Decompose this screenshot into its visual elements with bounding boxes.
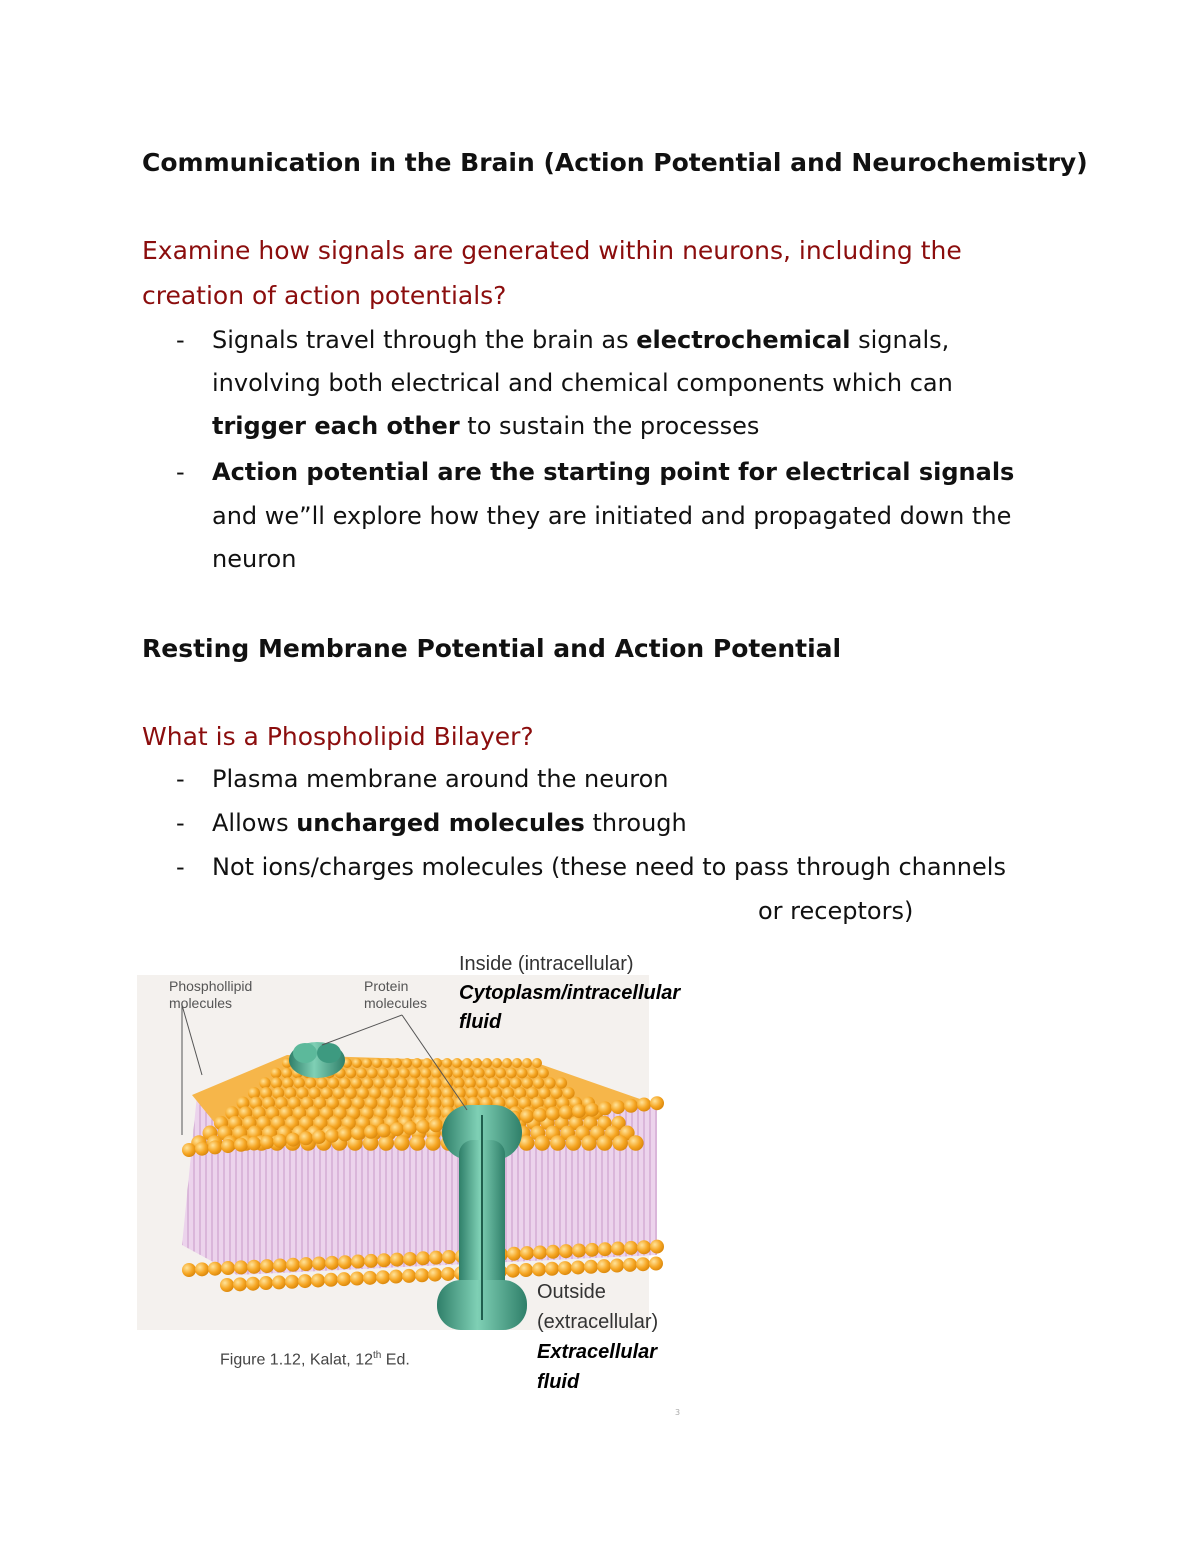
phospholipid-head bbox=[351, 1126, 365, 1140]
phospholipid-head bbox=[351, 1077, 362, 1088]
phospholipid-head bbox=[628, 1135, 644, 1151]
bullet-continuation: and we”ll explore how they are initiated and propagated down the bbox=[212, 502, 1012, 530]
phospholipid-head bbox=[422, 1058, 432, 1068]
phospholipid-head bbox=[221, 1261, 235, 1275]
phospholipid-head bbox=[612, 1135, 628, 1151]
phospholipid-head bbox=[325, 1256, 339, 1270]
phospholipid-head bbox=[312, 1257, 326, 1271]
bullet-continuation: involving both electrical and chemical components which can bbox=[212, 369, 953, 397]
phospholipid-head bbox=[396, 1077, 407, 1088]
phospholipid-head bbox=[356, 1068, 367, 1079]
outside-text: (extracellular) bbox=[537, 1311, 659, 1333]
bullet-dash: - bbox=[176, 326, 185, 354]
phospholipid-head bbox=[558, 1261, 572, 1275]
bullet-text: Allows bbox=[212, 809, 297, 837]
section-heading: Resting Membrane Potential and Action Potential bbox=[142, 634, 842, 663]
question-1-line-2: creation of action potentials? bbox=[142, 281, 507, 310]
phospholipid-head bbox=[581, 1135, 597, 1151]
phospholipid-head bbox=[546, 1245, 560, 1259]
question-1-line-1: Examine how signals are generated within neurons, including the bbox=[142, 236, 962, 265]
phospholipid-head bbox=[377, 1124, 391, 1138]
bold-term: Action potential are the starting point for electrical signals bbox=[212, 458, 1015, 486]
bullet-dash: - bbox=[176, 809, 185, 837]
phospholipid-head bbox=[234, 1138, 248, 1152]
phospholipid-head bbox=[410, 1135, 426, 1151]
phospholipid-head bbox=[611, 1242, 625, 1256]
phospholipid-head bbox=[610, 1259, 624, 1273]
phospholipid-head bbox=[338, 1127, 352, 1141]
phospholipid-head bbox=[392, 1058, 402, 1068]
label-inside bbox=[459, 950, 680, 1037]
phospholipid-head bbox=[247, 1260, 261, 1274]
phospholipid-head bbox=[442, 1058, 452, 1068]
bullet-text: through bbox=[584, 809, 687, 837]
phospholipid-head bbox=[281, 1068, 292, 1079]
phospholipid-head bbox=[260, 1259, 274, 1273]
inside-bold: Cytoplasm/intracellular bbox=[459, 982, 681, 1004]
bullet-dash: - bbox=[176, 765, 185, 793]
phospholipid-head bbox=[429, 1118, 443, 1132]
phospholipid-head bbox=[431, 1068, 442, 1079]
label-phospholipid bbox=[169, 978, 252, 1012]
bullet-dash: - bbox=[176, 853, 185, 881]
phospholipid-head bbox=[416, 1120, 430, 1134]
phospholipid-head bbox=[408, 1077, 419, 1088]
phospholipid-head bbox=[350, 1272, 364, 1286]
phospholipid-head bbox=[367, 1068, 378, 1079]
phospholipid-head bbox=[495, 1068, 506, 1079]
phospholipid-head bbox=[598, 1242, 612, 1256]
phospholipid-head bbox=[352, 1058, 362, 1068]
phospholipid-head bbox=[337, 1272, 351, 1286]
label-line: Protein bbox=[364, 978, 409, 994]
phospholipid-head bbox=[390, 1253, 404, 1267]
phospholipid-head bbox=[546, 1107, 560, 1121]
phospholipid-head bbox=[520, 1109, 534, 1123]
phospholipid-head bbox=[282, 1077, 293, 1088]
phospholipid-head bbox=[425, 1135, 441, 1151]
phospholipid-head bbox=[286, 1133, 300, 1147]
phospholipid-head bbox=[482, 1058, 492, 1068]
phospholipid-head bbox=[294, 1077, 305, 1088]
phospholipid-head bbox=[453, 1068, 464, 1079]
surface-protein bbox=[289, 1042, 345, 1078]
page-number: 3 bbox=[675, 1408, 681, 1417]
phospholipid-head bbox=[299, 1257, 313, 1271]
phospholipid-head bbox=[195, 1262, 209, 1276]
inside-text: Inside (intracellular) bbox=[459, 953, 634, 975]
phospholipid-head bbox=[624, 1241, 638, 1255]
bullet-plasma-membrane: Plasma membrane around the neuron bbox=[212, 765, 669, 793]
phospholipid-head bbox=[311, 1273, 325, 1287]
page-title: Communication in the Brain (Action Potential and Neurochemistry) bbox=[142, 148, 1088, 177]
phospholipid-head bbox=[637, 1098, 651, 1112]
phospholipid-head bbox=[527, 1068, 538, 1079]
label-line: molecules bbox=[169, 995, 233, 1011]
phospholipid-head bbox=[351, 1255, 365, 1269]
phospholipid-head bbox=[559, 1105, 573, 1119]
phospholipid-head bbox=[522, 1077, 533, 1088]
bold-term: trigger each other bbox=[212, 412, 460, 440]
phospholipid-head bbox=[474, 1068, 485, 1079]
phospholipid-head bbox=[441, 1267, 455, 1281]
phospholipid-head bbox=[419, 1077, 430, 1088]
phospholipid-head bbox=[372, 1058, 382, 1068]
phospholipid-head bbox=[429, 1251, 443, 1265]
phospholipid-head bbox=[550, 1135, 566, 1151]
bullet-uncharged bbox=[212, 809, 687, 837]
phospholipid-head bbox=[378, 1068, 389, 1079]
phospholipid-head bbox=[506, 1068, 517, 1079]
phospholipid-head bbox=[463, 1068, 474, 1079]
phospholipid-head bbox=[402, 1058, 412, 1068]
phospholipid-head bbox=[442, 1068, 453, 1079]
phospholipid-head bbox=[362, 1077, 373, 1088]
phospholipid-head bbox=[572, 1104, 586, 1118]
outside-text: Outside bbox=[537, 1281, 606, 1303]
phospholipid-head bbox=[377, 1253, 391, 1267]
phospholipid-head bbox=[545, 1262, 559, 1276]
phospholipid-head bbox=[362, 1058, 372, 1068]
outside-bold: Extracellular bbox=[537, 1341, 658, 1363]
phospholipid-head bbox=[519, 1263, 533, 1277]
bullet-continuation: neuron bbox=[212, 545, 297, 573]
phospholipid-head bbox=[182, 1263, 196, 1277]
question-2: What is a Phospholipid Bilayer? bbox=[142, 722, 534, 751]
phospholipid-head bbox=[636, 1257, 650, 1271]
phospholipid-head bbox=[399, 1068, 410, 1079]
phospholipid-head bbox=[538, 1068, 549, 1079]
phospholipid-head bbox=[465, 1077, 476, 1088]
phospholipid-head bbox=[412, 1058, 422, 1068]
phospholipid-head bbox=[271, 1068, 282, 1079]
phospholipid-head bbox=[650, 1096, 664, 1110]
phospholipid-head bbox=[420, 1068, 431, 1079]
phospholipid-head bbox=[364, 1254, 378, 1268]
phospholipid-head bbox=[299, 1131, 313, 1145]
phospholipid-head bbox=[415, 1268, 429, 1282]
phospholipid-head bbox=[492, 1058, 502, 1068]
bold-term: electrochemical bbox=[636, 326, 851, 354]
phospholipid-head bbox=[584, 1260, 598, 1274]
phospholipid-head bbox=[273, 1258, 287, 1272]
phospholipid-head bbox=[298, 1274, 312, 1288]
phospholipid-head bbox=[585, 1243, 599, 1257]
phospholipid-head bbox=[388, 1068, 399, 1079]
bilayer-figure bbox=[137, 945, 757, 1425]
phospholipid-head bbox=[597, 1259, 611, 1273]
phospholipid-head bbox=[339, 1077, 350, 1088]
phospholipid-head bbox=[566, 1135, 582, 1151]
phospholipid-head bbox=[517, 1068, 528, 1079]
phospholipid-head bbox=[233, 1277, 247, 1291]
phospholipid-head bbox=[611, 1100, 625, 1114]
phospholipid-head bbox=[259, 1077, 270, 1088]
phospholipid-head bbox=[410, 1068, 421, 1079]
phospholipid-head bbox=[195, 1142, 209, 1156]
label-line: molecules bbox=[364, 995, 428, 1011]
phospholipid-head bbox=[532, 1262, 546, 1276]
phospholipid-head bbox=[512, 1058, 522, 1068]
phospholipid-head bbox=[571, 1260, 585, 1274]
phospholipid-head bbox=[556, 1077, 567, 1088]
phospholipid-head bbox=[390, 1122, 404, 1136]
inside-bold: fluid bbox=[459, 1011, 502, 1033]
phospholipid-head bbox=[533, 1077, 544, 1088]
phospholipid-head bbox=[363, 1271, 377, 1285]
phospholipid-head bbox=[312, 1130, 326, 1144]
phospholipid-head bbox=[403, 1121, 417, 1135]
phospholipid-head bbox=[452, 1058, 462, 1068]
phospholipid-head bbox=[462, 1058, 472, 1068]
bullet-electrochemical bbox=[212, 326, 949, 354]
phospholipid-head bbox=[487, 1077, 498, 1088]
label-outside-extracellular bbox=[537, 1277, 658, 1397]
phospholipid-head bbox=[394, 1135, 410, 1151]
bullet-text: signals, bbox=[850, 326, 950, 354]
phospholipid-head bbox=[637, 1240, 651, 1254]
phospholipid-head bbox=[403, 1252, 417, 1266]
phospholipid-head bbox=[285, 1275, 299, 1289]
bullet-continuation: or receptors) bbox=[758, 897, 914, 925]
bullet-text: to sustain the processes bbox=[459, 412, 760, 440]
phospholipid-head bbox=[208, 1262, 222, 1276]
bullet-continuation bbox=[212, 412, 759, 440]
phospholipid-head bbox=[520, 1246, 534, 1260]
phospholipid-head bbox=[532, 1058, 542, 1068]
phospholipid-head bbox=[208, 1140, 222, 1154]
phospholipid-head bbox=[598, 1101, 612, 1115]
phospholipid-head bbox=[234, 1260, 248, 1274]
bullet-text: Signals travel through the brain as bbox=[212, 326, 637, 354]
phospholipid-head bbox=[272, 1275, 286, 1289]
bold-term: uncharged molecules bbox=[296, 809, 585, 837]
phospholipid-head bbox=[428, 1268, 442, 1282]
phospholipid-head bbox=[286, 1258, 300, 1272]
phospholipid-head bbox=[324, 1273, 338, 1287]
phospholipid-head bbox=[534, 1135, 550, 1151]
phospholipid-head bbox=[485, 1068, 496, 1079]
bullet-dash: - bbox=[176, 458, 185, 486]
phospholipid-head bbox=[522, 1058, 532, 1068]
phospholipid-head bbox=[624, 1099, 638, 1113]
phospholipid-head bbox=[389, 1270, 403, 1284]
label-line: Phosphollipid bbox=[169, 978, 253, 994]
bullet-ions: Not ions/charges molecules (these need to pass through channels bbox=[212, 853, 1006, 881]
phospholipid-head bbox=[325, 1129, 339, 1143]
phospholipid-head bbox=[382, 1058, 392, 1068]
phospholipid-head bbox=[597, 1135, 613, 1151]
phospholipid-head bbox=[559, 1244, 573, 1258]
phospholipid-head bbox=[220, 1278, 234, 1292]
outside-bold: fluid bbox=[537, 1371, 580, 1393]
caption-sup: th bbox=[372, 1350, 382, 1361]
caption-text: Figure 1.12, Kalat, 12 bbox=[220, 1351, 373, 1369]
phospholipid-head bbox=[416, 1251, 430, 1265]
caption-end: Ed. bbox=[381, 1351, 410, 1369]
phospholipid-head bbox=[271, 1077, 282, 1088]
phospholipid-head bbox=[346, 1068, 357, 1079]
phospholipid-head bbox=[221, 1139, 235, 1153]
bullet-action-potential bbox=[212, 458, 1014, 486]
phospholipid-head bbox=[246, 1277, 260, 1291]
phospholipid-head bbox=[328, 1077, 339, 1088]
phospholipid-head bbox=[247, 1137, 261, 1151]
phospholipid-head bbox=[182, 1143, 196, 1157]
phospholipid-head bbox=[338, 1255, 352, 1269]
phospholipid-head bbox=[453, 1077, 464, 1088]
phospholipid-head bbox=[533, 1108, 547, 1122]
phospholipid-head bbox=[378, 1135, 394, 1151]
phospholipid-head bbox=[506, 1264, 520, 1278]
phospholipid-head bbox=[376, 1270, 390, 1284]
phospholipid-head bbox=[259, 1276, 273, 1290]
phospholipid-head bbox=[623, 1258, 637, 1272]
phospholipid-head bbox=[572, 1244, 586, 1258]
phospholipid-head bbox=[260, 1135, 274, 1149]
phospholipid-head bbox=[476, 1077, 487, 1088]
phospholipid-head bbox=[585, 1103, 599, 1117]
phospholipid-head bbox=[364, 1125, 378, 1139]
phospholipid-head bbox=[533, 1245, 547, 1259]
phospholipid-head bbox=[650, 1240, 664, 1254]
phospholipid-head bbox=[472, 1058, 482, 1068]
phospholipid-head bbox=[402, 1269, 416, 1283]
phospholipid-head bbox=[649, 1257, 663, 1271]
phospholipid-head bbox=[273, 1134, 287, 1148]
phospholipid-head bbox=[442, 1250, 456, 1264]
label-protein bbox=[364, 978, 427, 1012]
phospholipid-head bbox=[507, 1247, 521, 1261]
phospholipid-head bbox=[502, 1058, 512, 1068]
phospholipid-head bbox=[544, 1077, 555, 1088]
caption bbox=[220, 1350, 410, 1369]
